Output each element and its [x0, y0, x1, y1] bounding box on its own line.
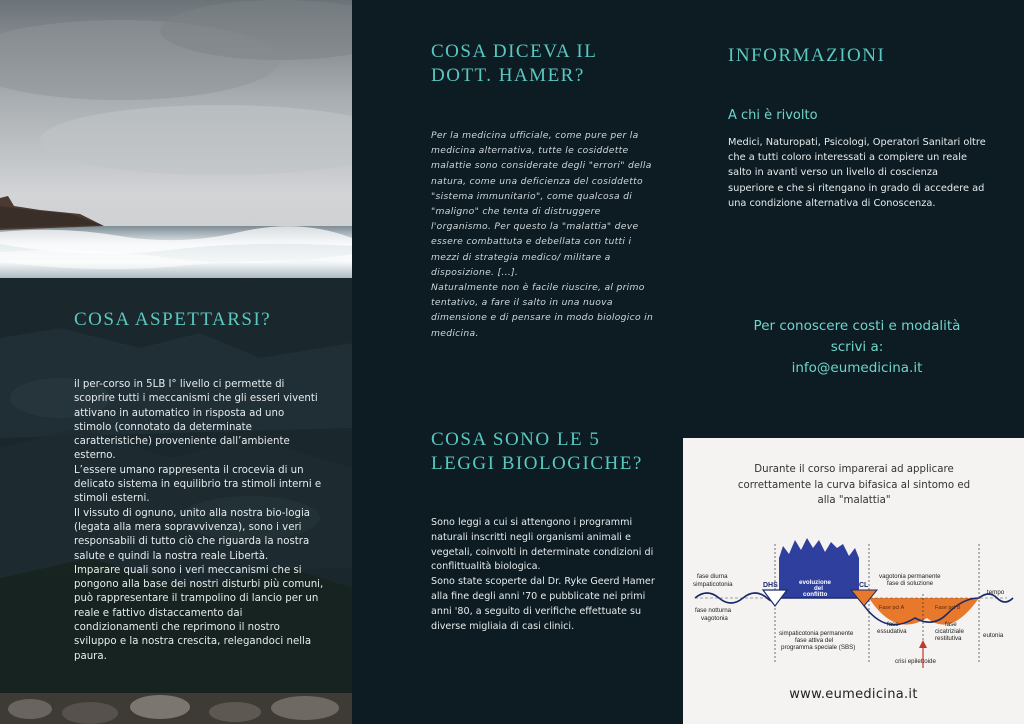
paragraph: il per-corso in 5LB I° livello ci permette di scoprire tutti i meccanismi che gli esseri viventi attivano in automatico in risposta ad uno stimolo (connotato da determinate caratteristiche) proveniente dall’ambiente esterno.	[74, 379, 318, 462]
column-left	[0, 0, 352, 724]
label-fase-2: fase	[945, 621, 957, 628]
label-vagotonia: vagotonia	[701, 615, 728, 622]
expectations-text	[74, 378, 324, 664]
label-conflitto: conflitto	[803, 591, 828, 598]
contact-block	[728, 316, 986, 379]
contact-email-link[interactable]: info@eumedicina.it	[791, 360, 923, 376]
quote-paragraph: Per la medicina ufficiale, come pure per la medicina alternativa, tutte le cosiddette malattie sono considerate degli "errori" della natura, come una deficienza del cosiddetto "sistema immunitario", come qualcosa di "maligno" che tenta di distruggere l'organismo. Per questo la "malattia" deve essere combattuta e debellata con tutti i mezzi di strategia medico/ militare a disposizione. [...].	[431, 130, 652, 278]
label-restitutiva: restitutiva	[935, 635, 962, 642]
five-laws-heading: COSA SONO LE 5 LEGGI BIOLOGICHE?	[431, 429, 643, 474]
label-simpaticotonia: simpaticotonia	[693, 581, 733, 588]
label-fase-notturna: fase notturna	[695, 607, 732, 614]
contact-line: Per conoscere costi e modalità	[753, 318, 961, 334]
label-cl: CL	[859, 582, 869, 589]
website-link[interactable]: www.eumedicina.it	[789, 687, 918, 702]
expectations-heading: COSA ASPETTARSI?	[74, 309, 272, 330]
label-fase-soluzione: fase di soluzione	[887, 580, 934, 587]
audience-subheading: A chi è rivolto	[728, 108, 818, 123]
label-essudativa: essudativa	[877, 628, 907, 635]
waterfall-photo	[0, 0, 352, 278]
label-simpaticotonia-permanente: simpaticotonia permanente	[779, 630, 854, 637]
paragraph: Sono state scoperte dal Dr. Ryke Geerd Hamer alla fine degli anni '70 e pubblicate nei primi anni '80, a seguito di verifiche effettuate su diverse migliaia di casi clinici.	[431, 576, 655, 632]
diagram-caption	[719, 462, 989, 509]
label-evoluzione: evoluzione	[799, 579, 831, 586]
label-fase-pcl-b: Fase pcl B	[935, 605, 961, 611]
pebbles-photo	[0, 693, 352, 724]
quote-paragraph: Naturalmente non è facile riuscire, al primo tentativo, a fare il salto in una nuova dimensione e di pensare in modo biologico in medicina.	[431, 282, 654, 339]
paragraph: Sono leggi a cui si attengono i programmi naturali inscritti negli organismi animali e vegetali, coinvolti in determinate condizioni di conflittualità biologica.	[431, 517, 654, 573]
paragraph: Imparare quali sono i veri meccanismi che si pongono alla base dei nostri disturbi più comuni, può rappresentare il trampolino di lancio per un reale e fattivo distaccamento dai condizionamenti che reprimono il nostro sviluppo e la nostra crescita, relegandoci nella paura.	[74, 564, 324, 662]
caption-line: alla "malattia"	[817, 495, 891, 506]
biphasic-curve-diagram	[683, 534, 1024, 674]
info-heading: INFORMAZIONI	[728, 45, 886, 66]
hamer-quote	[431, 128, 657, 341]
caption-line: Durante il corso imparerai ad applicare	[754, 464, 954, 475]
caption-line: correttamente la curva bifasica al sintomo ed	[737, 479, 971, 491]
label-del: del	[814, 585, 823, 592]
hamer-heading: COSA DICEVA IL DOTT. HAMER?	[431, 41, 597, 86]
label-fase-attiva: fase attiva del	[795, 637, 834, 644]
label-fase-1: fase	[887, 621, 899, 628]
label-fase-pcl-a: Fase pcl A	[879, 605, 905, 611]
label-fase-diurna: fase diurna	[697, 573, 728, 580]
five-laws-text	[431, 516, 661, 634]
label-dhs: DHS	[763, 582, 778, 589]
label-crisi-epilettoide: crisi epilettoide	[895, 658, 936, 665]
diagram-panel	[683, 438, 1024, 724]
label-vagotonia-permanente: vagotonia permanente	[879, 573, 941, 580]
label-eutonia: eutonia	[983, 632, 1004, 639]
label-tempo: tempo	[987, 589, 1005, 596]
audience-text: Medici, Naturopati, Psicologi, Operatori Sanitari oltre che a tutti coloro interessati a compiere un reale salto in avanti verso un livello di coscienza superiore e che si ritengano in grado di accedere ad una condizione alternativa di Conoscenza.	[728, 137, 986, 209]
paragraph: L’essere umano rappresenta il crocevia di un delicato sistema in equilibrio tra stimoli interni e stimoli esterni.	[74, 464, 322, 505]
label-programma-speciale: programma speciale (SBS)	[781, 644, 856, 651]
paragraph: Il vissuto di ognuno, unito alla nostra bio-logia (legata alla mera sopravvivenza), sono i veri responsabili di tutto ciò che riguarda la nostra salute e quindi la nostra reale Libertà.	[74, 507, 311, 562]
label-cicatriziale: cicatriziale	[935, 628, 964, 635]
contact-line: scrivi a:	[830, 339, 884, 355]
